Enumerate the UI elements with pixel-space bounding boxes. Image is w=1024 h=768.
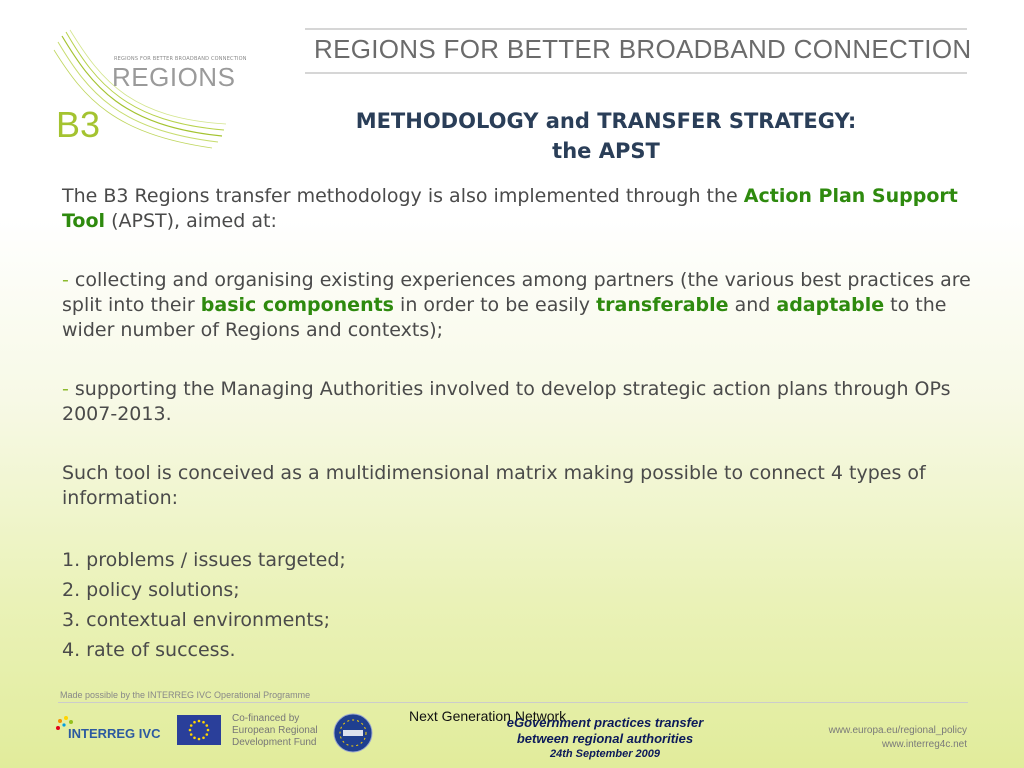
- b3-regions-logo: [52, 26, 247, 156]
- logo-tagline: REGIONS FOR BETTER BROADBAND CONNECTION: [114, 56, 247, 62]
- list-item: 4. rate of success.: [62, 639, 236, 661]
- intro-text-end: (APST), aimed at:: [105, 210, 277, 232]
- header-title: REGIONS FOR BETTER BROADBAND CONNECTION: [314, 34, 972, 64]
- bullet-supporting: [62, 377, 972, 427]
- slide-body: [62, 184, 972, 665]
- intro-paragraph: [62, 184, 972, 234]
- adaptable-highlight: adaptable: [776, 294, 885, 316]
- egov-line: between regional authorities: [516, 731, 694, 746]
- logo-b3-text: B3: [56, 104, 101, 145]
- intro-text: The B3 Regions transfer methodology is also implemented through the: [62, 185, 744, 207]
- cofinanced-line: Co-financed by: [232, 713, 300, 724]
- bullet-text: and: [728, 294, 777, 316]
- list-item: 3. contextual environments;: [62, 609, 331, 631]
- egov-line: eGovernment practices transfer: [506, 715, 704, 730]
- slide-title-line-2: the APST: [552, 139, 660, 163]
- footer-urls: [829, 724, 967, 752]
- bullet-text: in order to be easily: [394, 294, 597, 316]
- fast-track-network-icon: [333, 713, 373, 753]
- bullet-dash: -: [62, 378, 75, 400]
- bullet-dash: -: [62, 269, 75, 291]
- egov-date: 24th September 2009: [549, 748, 661, 760]
- bullet-text: collecting and organising existing experiences among partners (the various best practices are split into their: [62, 269, 971, 316]
- header-bottom-divider: [305, 72, 967, 74]
- slide-title-line-1: METHODOLOGY and TRANSFER STRATEGY:: [355, 109, 857, 133]
- cofinanced-line: European Regional: [232, 725, 318, 736]
- basic-components-highlight: basic components: [200, 294, 394, 316]
- egov-caption: [470, 715, 740, 761]
- interreg-name: INTERREG IVC: [68, 726, 161, 741]
- bullet-text: supporting the Managing Authorities involved to develop strategic action plans through OPs 2007-2013.: [62, 378, 951, 425]
- list-item: 1. problems / issues targeted;: [62, 549, 346, 571]
- bullet-text: to the wider number of Regions and contexts);: [62, 294, 947, 341]
- matrix-paragraph: Such tool is conceived as a multidimensional matrix making possible to connect 4 types of information:: [62, 462, 926, 509]
- footer-divider: [58, 702, 968, 703]
- made-possible-text: Made possible by the INTERREG IVC Operational Programme: [60, 690, 311, 700]
- transferable-highlight: transferable: [596, 294, 729, 316]
- header-top-divider: [305, 28, 967, 30]
- interreg-logo: [54, 714, 166, 754]
- cofinanced-text: [232, 713, 318, 749]
- list-item: 2. policy solutions;: [62, 579, 240, 601]
- regional-policy-link[interactable]: www.europa.eu/regional_policy: [828, 725, 967, 736]
- eu-flag-icon: [177, 715, 221, 745]
- cofinanced-line: Development Fund: [232, 737, 317, 748]
- next-generation-network-text: Next Generation Network: [409, 708, 567, 724]
- apst-highlight: Action Plan Support Tool: [62, 185, 958, 232]
- interreg4c-link[interactable]: www.interreg4c.net: [881, 739, 967, 750]
- slide-title: [250, 106, 962, 166]
- bullet-collecting: [62, 268, 972, 343]
- logo-regions-text: REGIONS: [112, 62, 236, 92]
